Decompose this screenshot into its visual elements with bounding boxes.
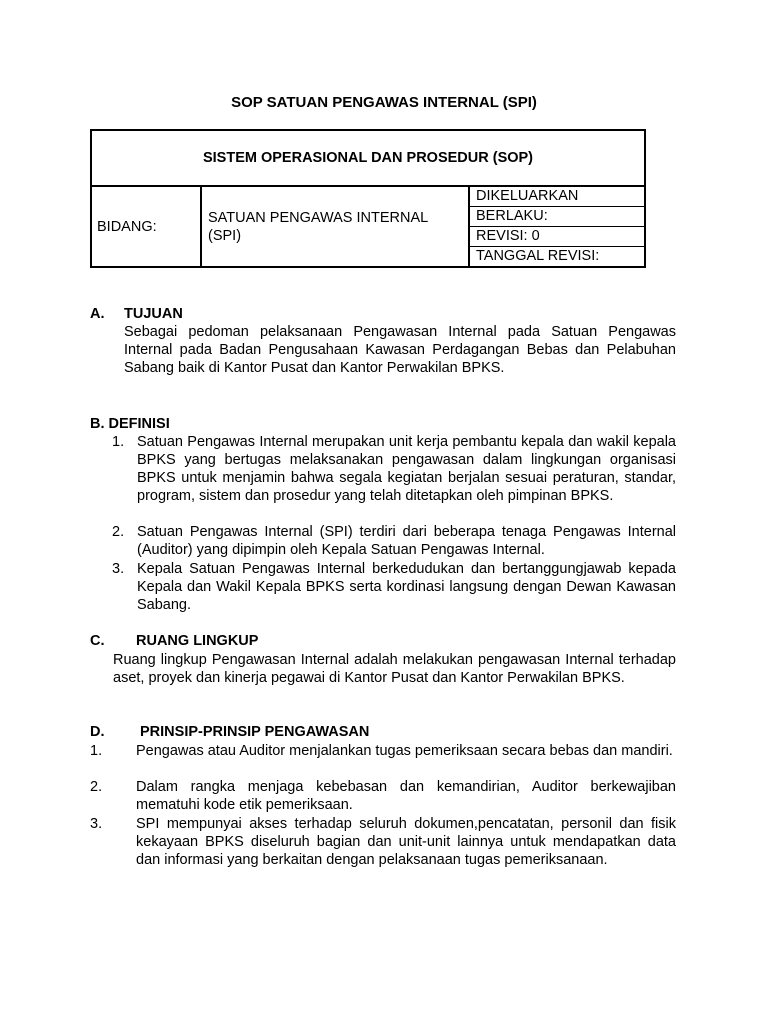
list-item (90, 815, 676, 869)
list-item-number: 3. (90, 816, 103, 832)
list-item-text: Satuan Pengawas Internal merupakan unit kerja pembantu kepala dan wakil kepala BPKS yang bertugas melaksanakan pengawasan dalam lingkungan organisasi BPKS untuk menjamin bahwa segala kegiatan berjalan sesuai peraturan, standar, program, sistem dan prosedur yang telah ditetapkan oleh pimpinan BPKS. (137, 434, 676, 504)
list-item (112, 560, 676, 614)
meta-revisi: REVISI: 0 (470, 227, 644, 247)
list-item-number: 2. (90, 779, 103, 795)
list-item (112, 433, 676, 505)
meta-dikeluarkan: DIKELUARKAN (470, 187, 644, 207)
document-title: SOP SATUAN PENGAWAS INTERNAL (SPI) (231, 94, 537, 111)
header-meta (470, 187, 644, 266)
header-table (90, 129, 646, 268)
list-item-number: 1. (112, 434, 125, 450)
list-item-text: SPI mempunyai akses terhadap seluruh dokumen,pencatatan, personil dan fisik kekayaan BPKS diseluruh bagian dan unit-unit lainnya untuk mendapatkan data dan informasi yang berkaitan dengan pelaksanaan tugas pemeriksanaan. (136, 816, 676, 868)
list-item-text: Satuan Pengawas Internal (SPI) terdiri dari beberapa tenaga Pengawas Internal (Auditor) yang dipimpin oleh Kepala Satuan Pengawas Internal. (137, 524, 676, 558)
list-item-text: Dalam rangka menjaga kebebasan dan kemandirian, Auditor berkewajiban mematuhi kode etik pemeriksaan. (136, 779, 676, 813)
section-d-letter: D. (90, 724, 105, 740)
list-item (112, 523, 676, 559)
bidang-label: BIDANG: (92, 187, 202, 266)
section-a-text: Sebagai pedoman pelaksanaan Pengawasan Internal pada Satuan Pengawas Internal pada Badan Pengusahaan Kawasan Perdagangan Bebas dan Pelabuhan Sabang baik di Kantor Pusat dan Kantor Perwakilan BPKS. (124, 324, 676, 376)
section-a-heading: TUJUAN (124, 306, 183, 322)
section-c-text: Ruang lingkup Pengawasan Internal adalah melakukan pengawasan Internal terhadap aset, proyek dan kinerja pegawai di Kantor Pusat dan Kantor Perwakilan BPKS. (113, 652, 676, 686)
header-table-heading: SISTEM OPERASIONAL DAN PROSEDUR (SOP) (92, 131, 644, 187)
list-item-text: Kepala Satuan Pengawas Internal berkedudukan dan bertanggungjawab kepada Kepala dan Wakil Kepala BPKS serta kordinasi langsung dengan Dewan Kawasan Sabang. (137, 561, 676, 613)
meta-tanggal-revisi: TANGGAL REVISI: (476, 248, 600, 264)
list-item-text: Pengawas atau Auditor menjalankan tugas pemeriksaan secara bebas dan mandiri. (136, 743, 673, 759)
section-d-heading: PRINSIP-PRINSIP PENGAWASAN (140, 724, 370, 740)
section-a-letter: A. (90, 306, 105, 322)
section-c-letter: C. (90, 633, 105, 649)
list-item (90, 778, 676, 814)
section-b-heading: B. DEFINISI (90, 416, 170, 432)
list-item-number: 1. (90, 743, 103, 759)
list-item-number: 3. (112, 561, 125, 577)
list-item (90, 742, 676, 760)
meta-berlaku: BERLAKU: (470, 207, 644, 227)
section-c-heading: RUANG LINGKUP (136, 633, 259, 649)
unit-name: SATUAN PENGAWAS INTERNAL (SPI) (202, 187, 470, 266)
list-item-number: 2. (112, 524, 125, 540)
